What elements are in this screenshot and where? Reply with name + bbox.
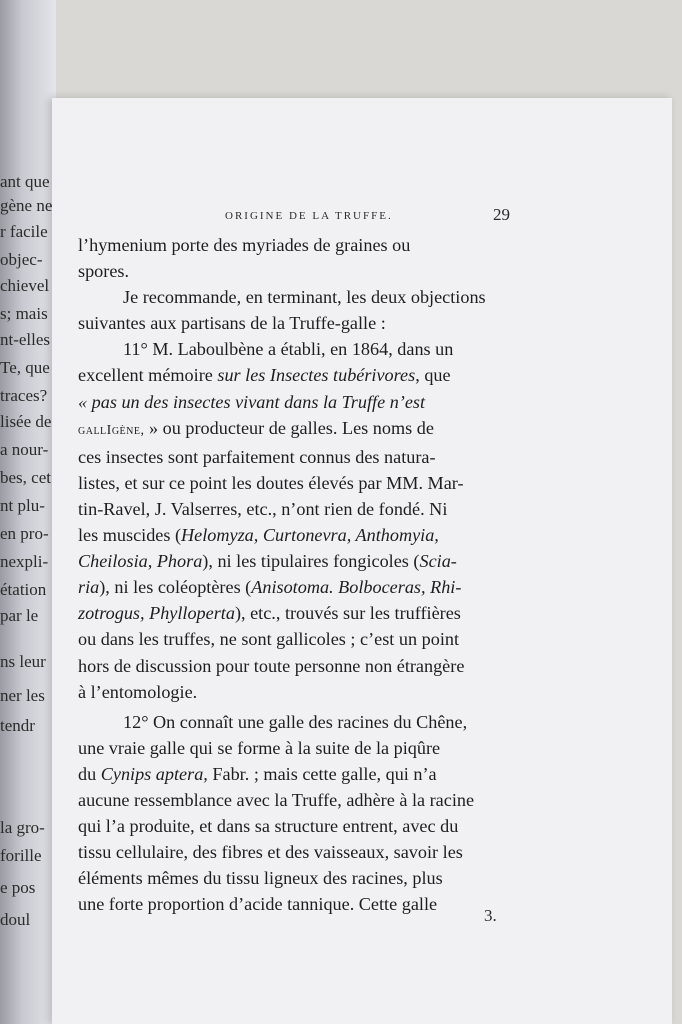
text-line: éléments mêmes du tissu ligneux des racines, plus	[78, 868, 443, 889]
text-line: du Cynips aptera, Fabr. ; mais cette galle, qui n’a	[78, 763, 437, 784]
left-page-fragment: traces?	[0, 386, 48, 405]
page-number: 29	[493, 205, 510, 224]
text-line: une vraie galle qui se forme à la suite de la piqûre	[78, 737, 441, 758]
left-page-fragment: s; mais	[0, 304, 48, 323]
left-page-fragment: bes, cet	[0, 468, 51, 487]
left-page-fragment: nt-elles	[0, 330, 51, 349]
left-page-fragment: lisée de	[0, 412, 52, 431]
left-page	[0, 0, 56, 1024]
left-page-fragment: ant que	[0, 172, 50, 191]
italic-species: Helomyza, Curtonevra, Anthomyia,	[181, 525, 439, 546]
text-line: listes, et sur ce point les doutes élevés par MM. Mar-	[78, 472, 464, 493]
text-line: ria), ni les coléoptères (Anisotoma. Bolboceras, Rhi-	[78, 577, 462, 598]
text-line: aucune ressemblance avec la Truffe, adhère à la racine	[78, 789, 475, 810]
left-page-fragment: chievel	[0, 276, 50, 295]
text-line: zotrogus, Phylloperta), etc., trouvés sur les truffières	[78, 603, 461, 624]
left-page-fragment: Te, que	[0, 358, 50, 377]
paragraph-start: Je recommande, en terminant, les deux objections	[123, 287, 486, 308]
text-line: Cheilosia, Phora), ni les tipulaires fongicoles (Scia-	[78, 551, 457, 572]
text-line: tin-Ravel, J. Valserres, etc., n’ont rien de fondé. Ni	[78, 498, 448, 519]
text-line: gallIgène, » ou producteur de galles. Les noms de	[78, 417, 434, 438]
italic-quote: « pas un des insectes vivant dans la Truffe n’est	[78, 391, 426, 412]
left-page-fragment: gène ne	[0, 196, 53, 215]
text-line: ces insectes sont parfaitement connus des natura-	[78, 446, 436, 467]
text-line: une forte proportion d’acide tannique. Cette galle	[78, 894, 438, 915]
left-page-fragment: en pro-	[0, 524, 49, 543]
italic-species: Scia-	[419, 551, 457, 572]
left-page-fragment: doul	[0, 910, 31, 929]
body-text	[78, 232, 548, 917]
small-caps-term: gallIgène,	[78, 422, 145, 438]
left-page-fragment: forille	[0, 846, 42, 865]
left-page-fragment: e pos	[0, 878, 36, 897]
left-page-fragment: a nour-	[0, 440, 49, 459]
left-page-fragment: la gro-	[0, 818, 45, 837]
left-page-fragment: ns leur	[0, 652, 46, 671]
text-line: spores.	[78, 261, 130, 282]
left-page-fragment: nexpli-	[0, 552, 49, 571]
italic-species: zotrogus, Phylloperta	[78, 603, 235, 624]
paragraph-start: 11° M. Laboulbène a établi, en 1864, dans un	[123, 339, 454, 360]
text-line: qui l’a produite, et dans sa structure entrent, avec du	[78, 816, 459, 837]
italic-title: sur les Insectes tubérivores	[217, 365, 416, 386]
paragraph-start: 12° On connaît une galle des racines du Chêne,	[123, 711, 468, 732]
text-line: suivantes aux partisans de la Truffe-galle :	[78, 313, 386, 334]
left-page-fragment: ner les	[0, 686, 45, 705]
text-line: l’hymenium porte des myriades de graines ou	[78, 235, 411, 255]
left-page-fragment: objec-	[0, 250, 43, 269]
text-line: à l’entomologie.	[78, 681, 198, 702]
text-line: hors de discussion pour toute personne non étrangère	[78, 655, 465, 676]
signature-mark: 3.	[484, 906, 497, 925]
text-line	[78, 389, 548, 415]
text-line: ou dans les truffes, ne sont gallicoles ; c’est un point	[78, 629, 460, 650]
left-page-fragment: tendr	[0, 716, 35, 735]
text-line: les muscides (Helomyza, Curtonevra, Anthomyia,	[78, 525, 439, 546]
text-line: tissu cellulaire, des fibres et des vaisseaux, savoir les	[78, 842, 463, 863]
italic-species: Cheilosia, Phora	[78, 551, 203, 572]
italic-species: Cynips aptera,	[100, 763, 208, 784]
text-line: excellent mémoire sur les Insectes tubérivores, que	[78, 365, 451, 386]
left-page-fragment: nt plu-	[0, 496, 45, 515]
left-page-fragment: r facile	[0, 222, 48, 241]
left-page-fragment: par le	[0, 606, 39, 625]
left-page-fragment: étation	[0, 580, 47, 599]
running-header: ORIGINE DE LA TRUFFE.	[225, 210, 393, 222]
italic-species: ria	[78, 577, 100, 598]
italic-species: Anisotoma. Bolboceras, Rhi-	[251, 577, 462, 598]
